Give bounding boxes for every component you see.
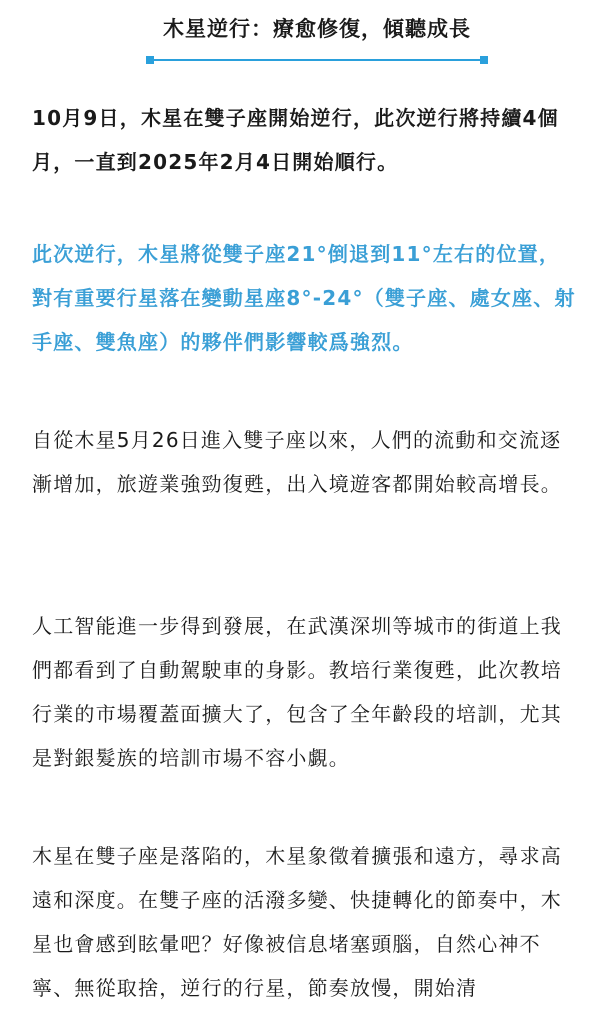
section-heading <box>146 14 488 54</box>
paragraph-travel: 自從木星5月26日進入雙子座以來，人們的流動和交流逐漸增加，旅遊業強勁復甦，出入境遊客都開始較高增長。 <box>32 428 562 496</box>
page-title: 木星逆行：療愈修復，傾聽成長 <box>163 17 471 41</box>
paragraph-intro: 10月9日，木星在雙子座開始逆行，此次逆行將持續4個月，一直到2025年2月4日開始順行。 <box>32 106 559 174</box>
paragraph-highlight: 此次逆行，木星將從雙子座21°倒退到11°左右的位置，對有重要行星落在變動星座8°-24°（雙子座、處女座、射手座、雙魚座）的夥伴們影響較爲強烈。 <box>32 242 576 354</box>
heading-underline <box>150 59 484 61</box>
paragraph-ai-education: 人工智能進一步得到發展，在武漢深圳等城市的街道上我們都看到了自動駕駛車的身影。教培行業復甦，此次教培行業的市場覆蓋面擴大了，包含了全年齡段的培訓，尤其是對銀髮族的培訓市場不容小覷。 <box>32 614 562 770</box>
heading-underline-right-cap <box>480 56 488 64</box>
paragraph-gemini-jupiter: 木星在雙子座是落陷的，木星象徵着擴張和遠方，尋求高遠和深度。在雙子座的活潑多變、快捷轉化的節奏中，木星也會感到眩暈吧？好像被信息堵塞頭腦，自然心神不寧、無從取捨，逆行的行星，節奏放慢，開始清 <box>32 844 562 1000</box>
heading-underline-left-cap <box>146 56 154 64</box>
